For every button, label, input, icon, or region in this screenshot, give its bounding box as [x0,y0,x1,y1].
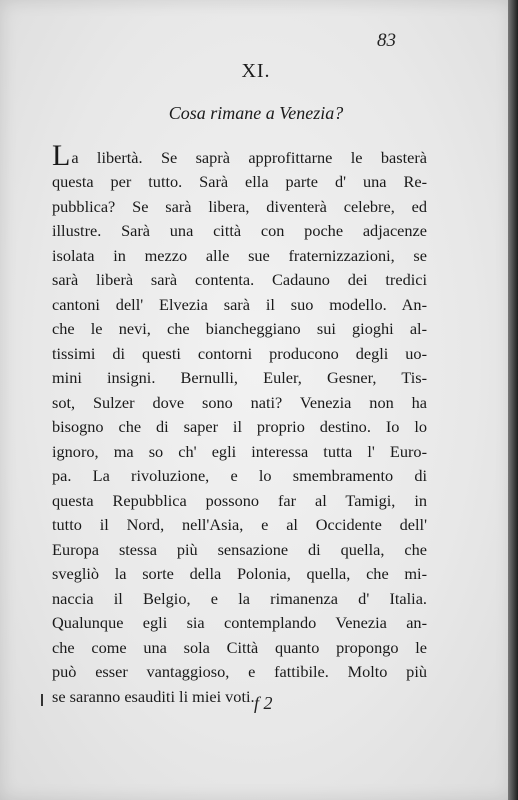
text-line: che le nevi, che biancheggiano sui gioghi al- [52,319,427,338]
text-line: questa per tutto. Sarà ella parte d' una Re- [52,172,427,191]
page-number: 83 [377,30,396,51]
text-line: Qualunque egli sia contemplando Venezia an- [52,613,427,632]
text-line: naccia il Belgio, e la rimanenza d' Italia. [52,588,427,608]
text-line: Europa stessa più sensazione di quella, che [52,539,427,559]
text-line: ignoro, ma so ch' egli interessa tutta l' Euro- [52,441,427,461]
text-line: mini insigni. Bernulli, Euler, Gesner, Tis- [52,368,427,387]
text-line: sot, Sulzer dove sono nati? Venezia non ha [52,392,427,412]
text-line: tissimi di questi contorni producono degli uo- [52,343,427,363]
text-line: pubblica? Se sarà libera, diventerà celebre, ed [52,196,427,216]
first-line-text: a libertà. Se saprà approfittarne le basterà [71,148,427,167]
text-line: può esser vantaggioso, e fattibile. Molto più [52,662,427,681]
body-text [52,139,427,709]
text-line: isolata in mezzo alle sue fraternizzazioni, se [52,245,427,265]
text-line: cantoni dell' Elvezia sarà il suo modello. An- [52,294,427,314]
text-line [52,139,427,172]
page-edge-shadow [508,0,518,800]
text-line: questa Repubblica possono far al Tamigi, in [52,490,427,510]
text-line: sarà liberà sarà contenta. Cadauno dei tredici [52,270,427,289]
margin-mark [41,694,43,706]
drop-cap: L [52,139,71,172]
text-line: svegliò la sorte della Polonia, quella, che mi- [52,564,427,583]
text-line: illustre. Sarà una città con poche adjacenze [52,221,427,240]
text-line: pa. La rivoluzione, e lo smembramento di [52,466,427,485]
text-line: se saranno esauditi li miei voti. [52,686,255,706]
text-line: bisogno che di saper il proprio destino. Io lo [52,417,427,436]
chapter-number: XI. [241,60,271,82]
signature-mark: f 2 [254,693,273,713]
chapter-title: Cosa rimane a Venezia? [168,103,344,123]
text-line: tutto il Nord, nell'Asia, e al Occidente dell' [52,515,427,534]
text-line: che come una sola Città quanto propongo le [52,637,427,657]
